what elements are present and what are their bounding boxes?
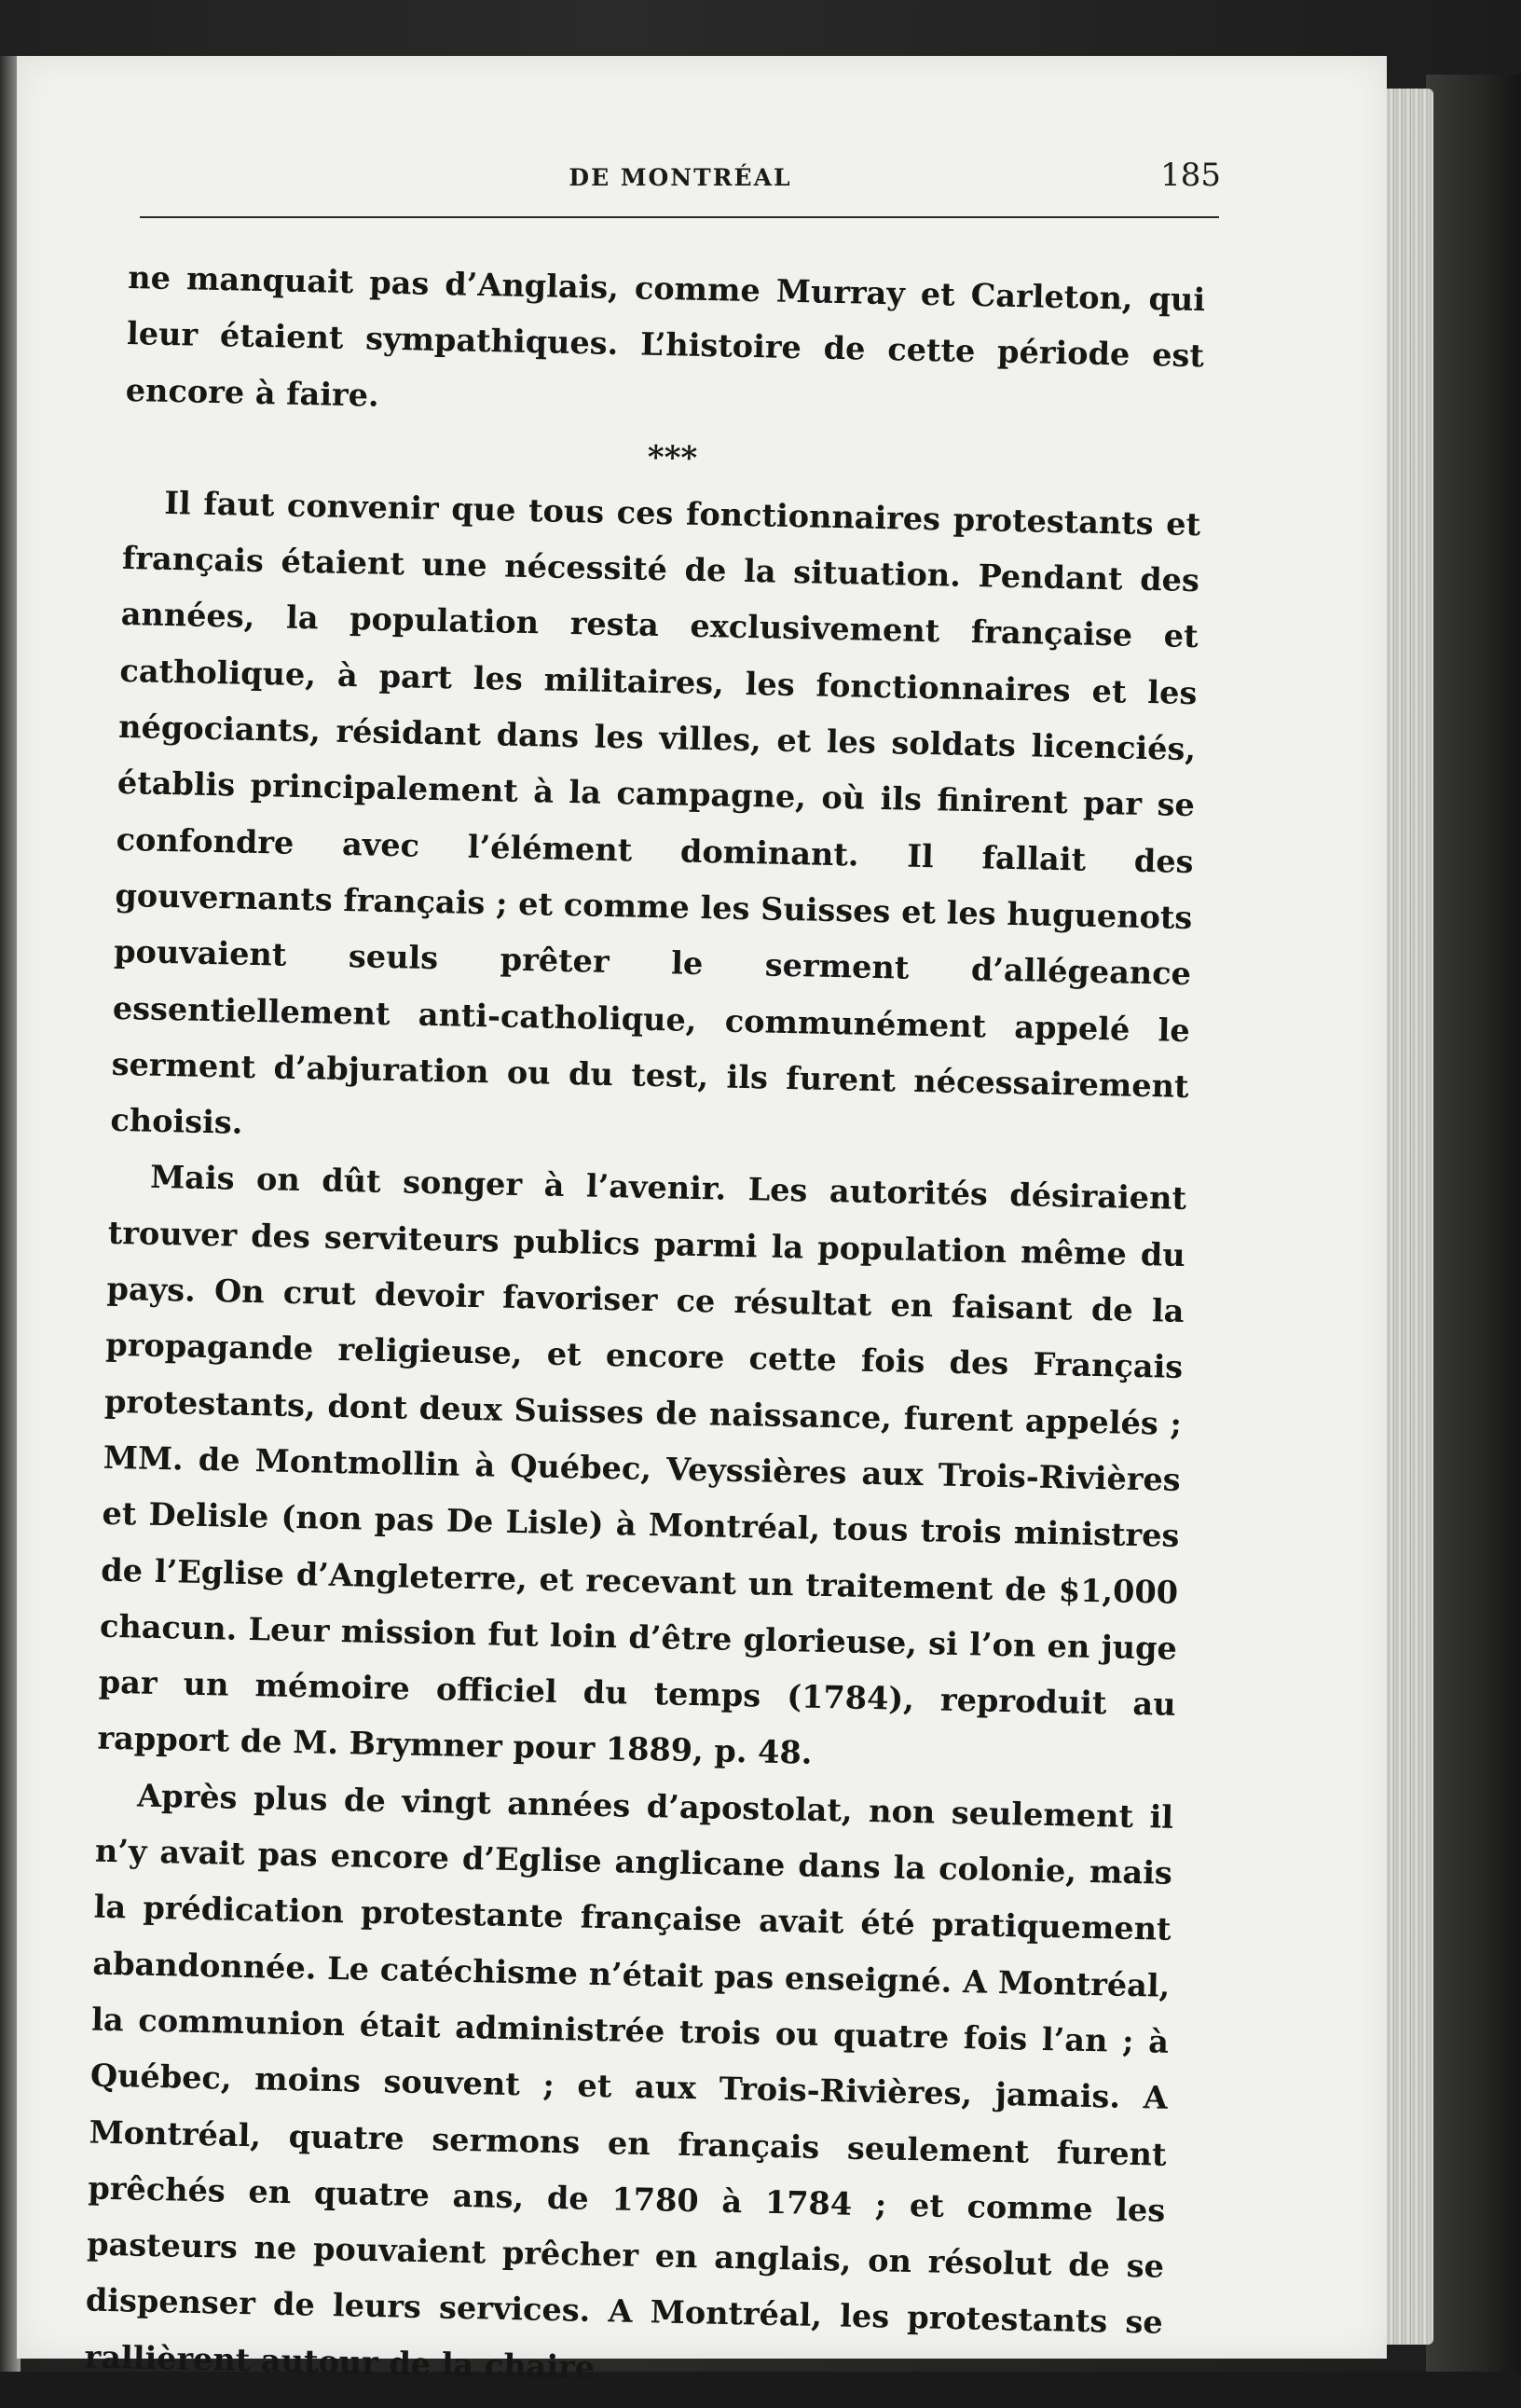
paragraph: Mais on dût songer à l’avenir. Les autorités désiraient trouver des serviteurs publics parmi la population même du pays. On crut devoir favoriser ce résultat en faisant de la propagande religieuse, et encore cette fois des Français protestants, dont deux Suisses de naissance, furent appelés ; MM. de Montmollin à Québec, Veyssières aux Trois-Rivières et Delisle (non pas De Lisle) à Montréal, tous trois ministres de l’Eglise d’Angleterre, et recevant un traitement de $1,000 chacun. Leur mission fut loin d’être glorieuse, si l’on en juge par un mémoire officiel du temps (1784), reproduit au rapport de M. Brymner pour 1889, p. 48. — [97, 1159, 1187, 1772]
header-rule — [140, 216, 1219, 218]
paragraph: Après plus de vingt années d’apostolat, non seulement il n’y avait pas encore d’Eglise anglicane dans la colonie, mais la prédication protestante française avait été pratiquement abandonnée. Le catéchisme n’était pas enseigné. A Montréal, la communion était administrée trois ou quatre fois l’an ; à Québec, moins souvent ; et aux Trois-Rivières, jamais. A Montréal, quatre sermons en français seulement furent prêchés en quatre ans, de 1780 à 1784 ; et comme les pasteurs ne pouvaient prêcher en anglais, on résolut de se dispenser de leurs services. A Montréal, les protestants se rallièrent autour de la chaire — [84, 1777, 1174, 2386]
paragraph-continued: ne manquait pas d’Anglais, comme Murray et Carleton, qui leur étaient sympathiques. L’histoire de cette période est encore à faire. — [125, 258, 1206, 414]
book-fore-edge-shadow — [1426, 75, 1521, 2372]
page-number: 185 — [1160, 157, 1221, 194]
running-head — [140, 157, 1221, 203]
paragraph: Il faut convenir que tous ces fonctionnaires protestants et français étaient une nécessité de la situation. Pendant des années, la population resta exclusivement française et catholique, à part les militaires, les fonctionnaires et les négociants, résidant dans les villes, et les soldats licenciés, établis principalement à la campagne, où ils finirent par se confondre avec l’élément dominant. Il fallait des gouvernants français ; et comme les Suisses et les huguenots pouvaient seuls prêter le serment d’allégeance essentiellement anti-catholique, communément appelé le serment d’abjuration ou du test, ils furent nécessairement choisis. — [110, 484, 1201, 1141]
body-text — [84, 250, 1206, 2408]
asterism-separator: *** — [647, 438, 698, 477]
running-title: DE MONTRÉAL — [569, 164, 792, 191]
